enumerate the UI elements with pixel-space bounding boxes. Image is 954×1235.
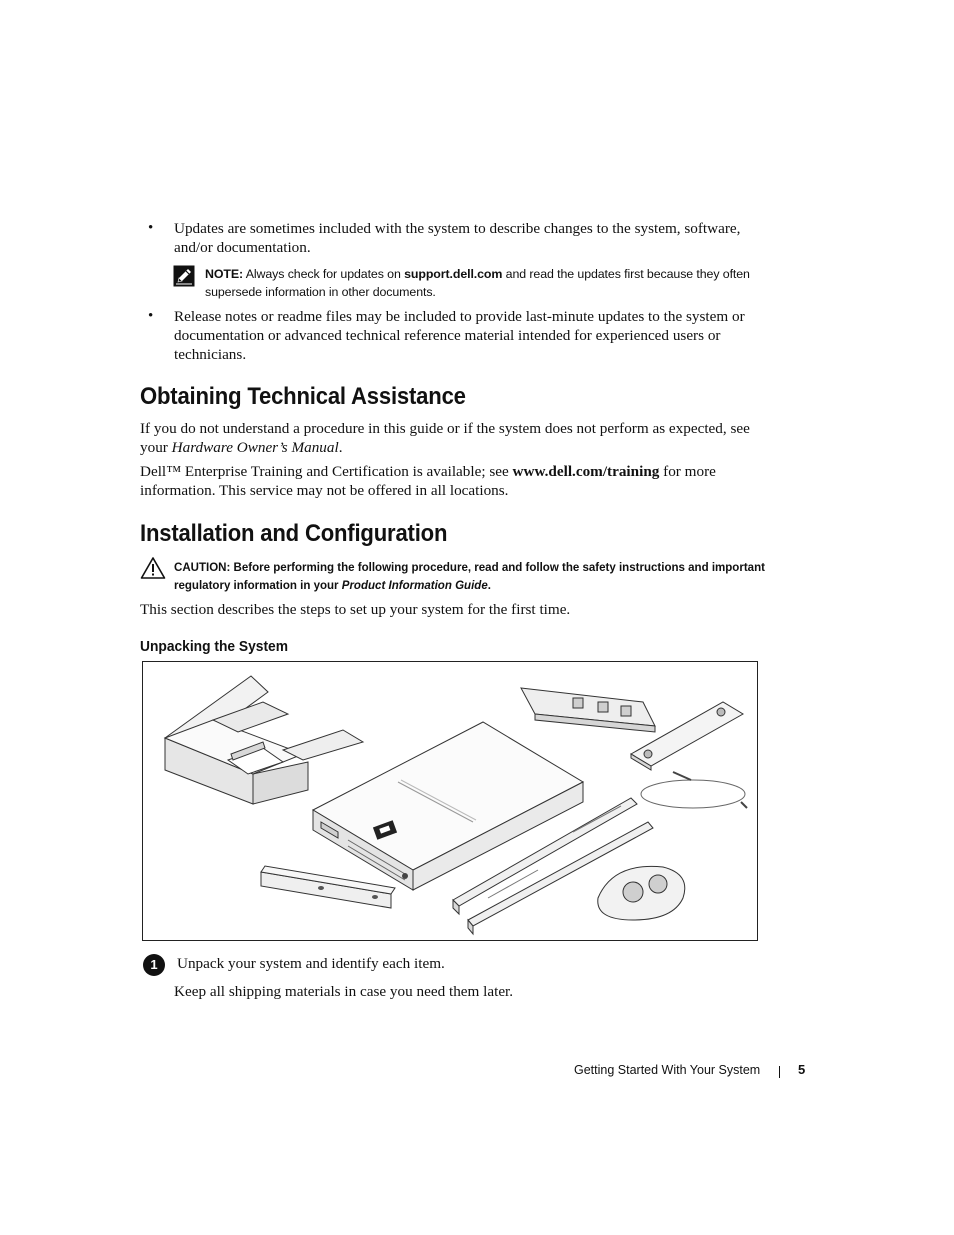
bullet-updates: Updates are sometimes included with the system to describe changes to the system, software, and/or documentation. (174, 220, 741, 256)
step-1-followup: Keep all shipping materials in case you need them later. (174, 983, 514, 1000)
footer-title: Getting Started With Your System (574, 1063, 761, 1077)
heading-unpacking: Unpacking the System (140, 638, 289, 655)
assistance-period: . (338, 439, 343, 456)
training-link[interactable]: www.dell.com/training (512, 463, 660, 480)
assistance-paragraph-1 (140, 419, 780, 457)
training-text: Dell™ Enterprise Training and Certification is available; see (140, 463, 509, 480)
assistance-paragraph-2 (140, 462, 780, 500)
footer-divider (779, 1066, 780, 1078)
manual-title: Hardware Owner’s Manual (171, 439, 339, 456)
heading-installation: Installation and Configuration (140, 520, 448, 547)
server-chassis (313, 722, 583, 890)
caution-period: . (487, 577, 491, 592)
caution-text (174, 559, 806, 594)
support-link[interactable]: support.dell.com (404, 267, 503, 281)
heading-technical-assistance: Obtaining Technical Assistance (140, 383, 466, 410)
note-body-start: Always check for updates on (245, 267, 401, 281)
bullet-release-notes: Release notes or readme files may be included to provide last-minute updates to the system or documentation or advanced technical reference material intended for experienced users or technicians. (174, 308, 745, 363)
note-body-end: and read the updates first because they often supersede information in other documents. (205, 267, 750, 299)
warning-triangle-icon (140, 556, 166, 580)
install-intro: This section describes the steps to set up your system for the first time. (140, 601, 571, 618)
note-text (205, 266, 775, 301)
bullet-marker: • (148, 308, 154, 324)
caution-body: Before performing the following procedure, read and follow the safety instructions and important regulatory information in your (174, 560, 765, 592)
guide-title: Product Information Guide (341, 577, 488, 592)
caution-label: CAUTION: (174, 560, 231, 574)
cable-bracket (521, 688, 655, 732)
note-label: NOTE: (205, 267, 244, 281)
cable (641, 772, 747, 808)
bullet-marker: • (148, 220, 154, 236)
assistance-text: If you do not understand a procedure in this guide or if the system does not perform as expected, see your (140, 420, 750, 456)
unpacking-illustration (142, 661, 758, 941)
step-number-badge: 1 (143, 954, 165, 976)
pencil-note-icon (173, 265, 195, 287)
training-text-end: for more information. This service may not be offered in all locations. (140, 463, 716, 499)
front-bezel (261, 866, 395, 908)
step-1-text: Unpack your system and identify each item. (177, 955, 445, 972)
velcro-straps (598, 866, 685, 920)
shipping-box (165, 676, 363, 804)
page-number: 5 (798, 1062, 806, 1077)
